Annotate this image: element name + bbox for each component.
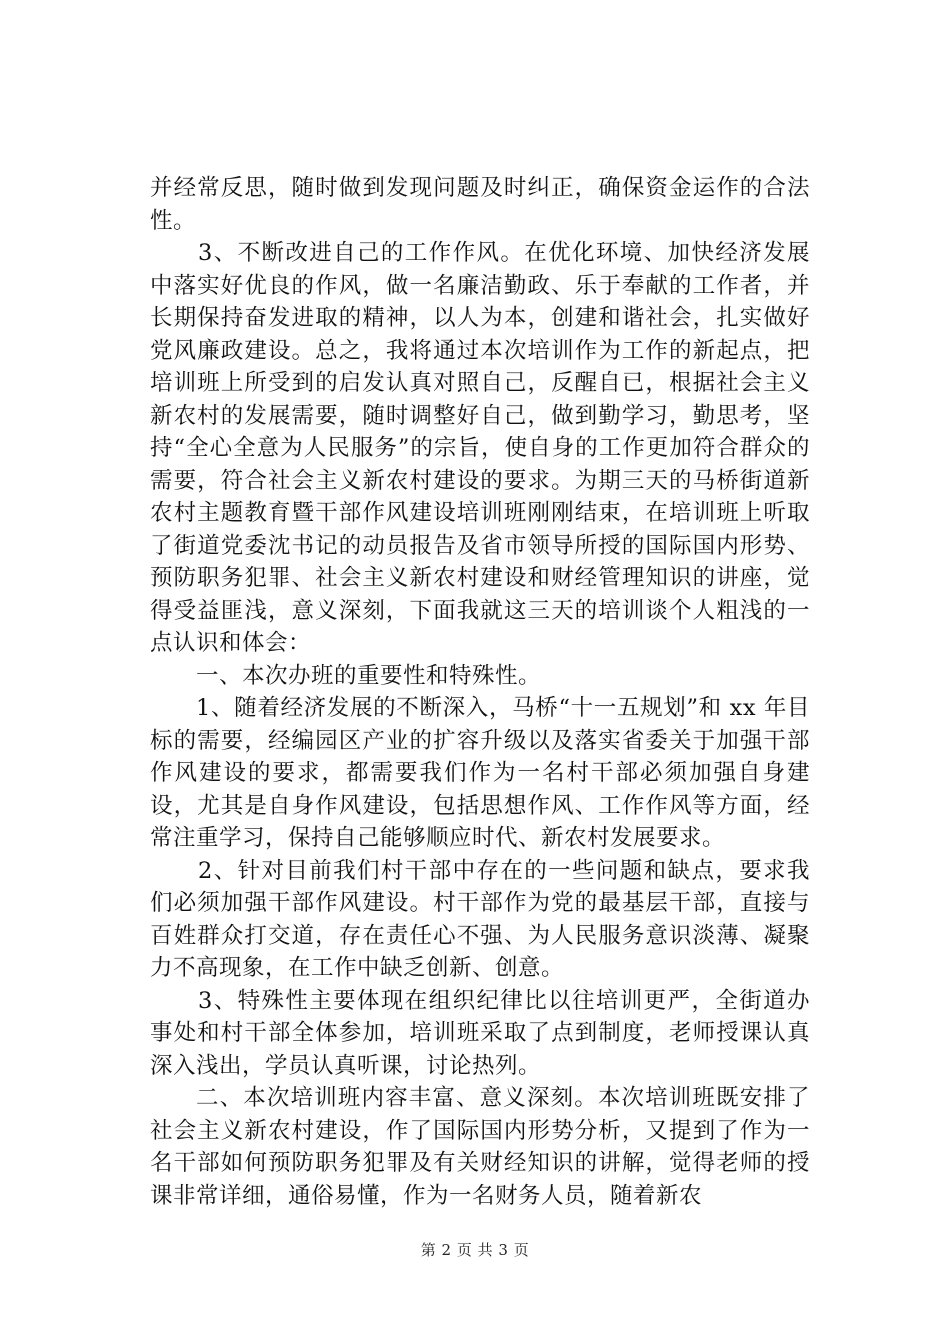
paragraph-work-style: 3、不断改进自己的工作作风。在优化环境、加快经济发展中落实好优良的作风，做一名廉洁勤政、乐于奉献的工作者，并长期保持奋发进取的精神，以人为本，创建和谐社会，扎实做好党风廉政建设。总之，我将通过本次培训作为工作的新起点，把培训班上所受到的启发认真对照自己，反醒自已，根据社会主义新农村的发展需要，随时调整好自己，做到勤学习，勤思考，坚持“全心全意为人民服务”的宗旨，使自身的工作更加符合群众的需要，符合社会主义新农村建设的要求。为期三天的马桥街道新农村主题教育暨干部作风建设培训班刚刚结束，在培训班上听取了街道党委沈书记的动员报告及省市领导所授的国际国内形势、预防职务犯罪、社会主义新农村建设和财经管理知识的讲座，觉得受益匪浅，意义深刻，下面我就这三天的培训谈个人粗浅的一点认识和体会： (150, 240, 810, 656)
document-body (150, 172, 810, 1212)
paragraph-continuation: 并经常反思，随时做到发现问题及时纠正，确保资金运作的合法性。 (150, 175, 810, 234)
paragraph-point-1: 1、随着经济发展的不断深入，马桥“十一五规划”和 xx 年目标的需要，经编园区产业的扩容升级以及落实省委关于加强干部作风建设的要求，都需要我们作为一名村干部必须加强自身建设，尤其是自身作风建设，包括思想作风、工作作风等方面，经常注重学习，保持自己能够顺应时代、新农村发展要求。 (150, 695, 810, 851)
paragraph-point-3: 3、特殊性主要体现在组织纪律比以往培训更严，全街道办事处和村干部全体参加，培训班采取了点到制度，老师授课认真深入浅出，学员认真听课，讨论热列。 (150, 987, 810, 1079)
paragraph-point-2: 2、针对目前我们村干部中存在的一些问题和缺点，要求我们必须加强干部作风建设。村干部作为党的最基层干部，直接与百姓群众打交道，存在责任心不强、为人民服务意识淡薄、凝聚力不高现象，在工作中缺乏创新、创意。 (150, 857, 810, 981)
paragraph-content-rich: 二、本次培训班内容丰富、意义深刻。本次培训班既安排了社会主义新农村建设，作了国际国内形势分析，又提到了作为一名干部如何预防职务犯罪及有关财经知识的讲解，觉得老师的授课非常详细，通俗易懂，作为一名财务人员，随着新农 (150, 1085, 810, 1209)
heading-importance: 一、本次办班的重要性和特殊性。 (196, 662, 542, 689)
page-number-footer: 第 2 页 共 3 页 (420, 1241, 530, 1259)
